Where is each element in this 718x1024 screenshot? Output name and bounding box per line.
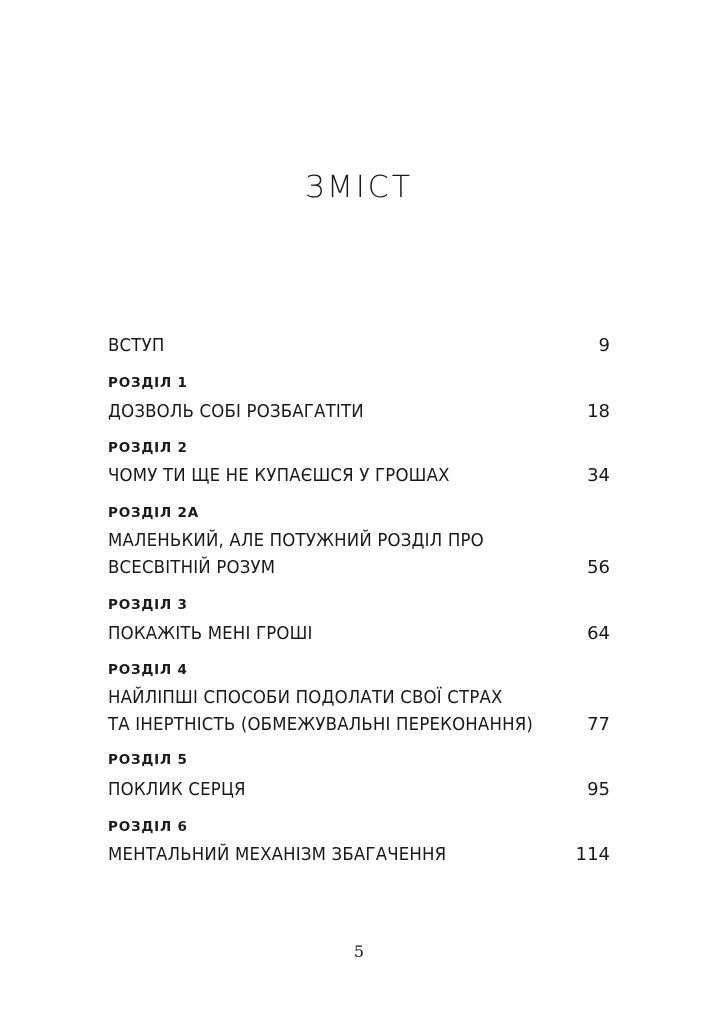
chapter-title: НАЙЛІПШІ СПОСОБИ ПОДОЛАТИ СВОЇ СТРАХ: [108, 687, 503, 708]
chapter-title: МАЛЕНЬКИЙ, АЛЕ ПОТУЖНИЙ РОЗДІЛ ПРО: [108, 530, 484, 551]
chapter-label: РОЗДІЛ 3: [108, 597, 188, 613]
chapter-title: ЧОМУ ТИ ЩЕ НЕ КУПАЄШСЯ У ГРОШАХ: [108, 465, 450, 486]
chapter-page-number: 95: [587, 779, 610, 800]
chapter-label: РОЗДІЛ 2А: [108, 505, 199, 521]
chapter-page-number: 34: [587, 465, 610, 486]
chapter-label: РОЗДІЛ 1: [108, 375, 188, 391]
chapter-title: ПОКАЖІТЬ МЕНІ ГРОШІ: [108, 623, 313, 644]
chapter-label: РОЗДІЛ 4: [108, 662, 188, 678]
page-title: ЗМІСТ: [304, 170, 414, 205]
chapter-label: РОЗДІЛ 6: [108, 819, 188, 835]
chapter-title-line-2: ВСЕСВІТНІЙ РОЗУМ: [108, 557, 276, 578]
chapter-page-number: 56: [587, 557, 610, 578]
chapter-page-number: 9: [598, 335, 610, 356]
chapter-title: МЕНТАЛЬНИЙ МЕХАНІЗМ ЗБАГАЧЕННЯ: [108, 844, 447, 865]
chapter-title: ДОЗВОЛЬ СОБІ РОЗБАГАТІТИ: [108, 401, 364, 422]
chapter-title: ПОКЛИК СЕРЦЯ: [108, 779, 246, 800]
chapter-label: РОЗДІЛ 2: [108, 440, 188, 456]
page-number: 5: [353, 942, 365, 961]
chapter-page-number: 114: [575, 844, 610, 865]
chapter-label: РОЗДІЛ 5: [108, 752, 188, 768]
chapter-title: ВСТУП: [108, 335, 165, 356]
chapter-page-number: 18: [587, 401, 610, 422]
chapter-title-line-2: ТА ІНЕРТНІСТЬ (ОБМЕЖУВАЛЬНІ ПЕРЕКОНАННЯ): [108, 714, 534, 735]
chapter-page-number: 77: [587, 714, 610, 735]
chapter-page-number: 64: [587, 623, 610, 644]
